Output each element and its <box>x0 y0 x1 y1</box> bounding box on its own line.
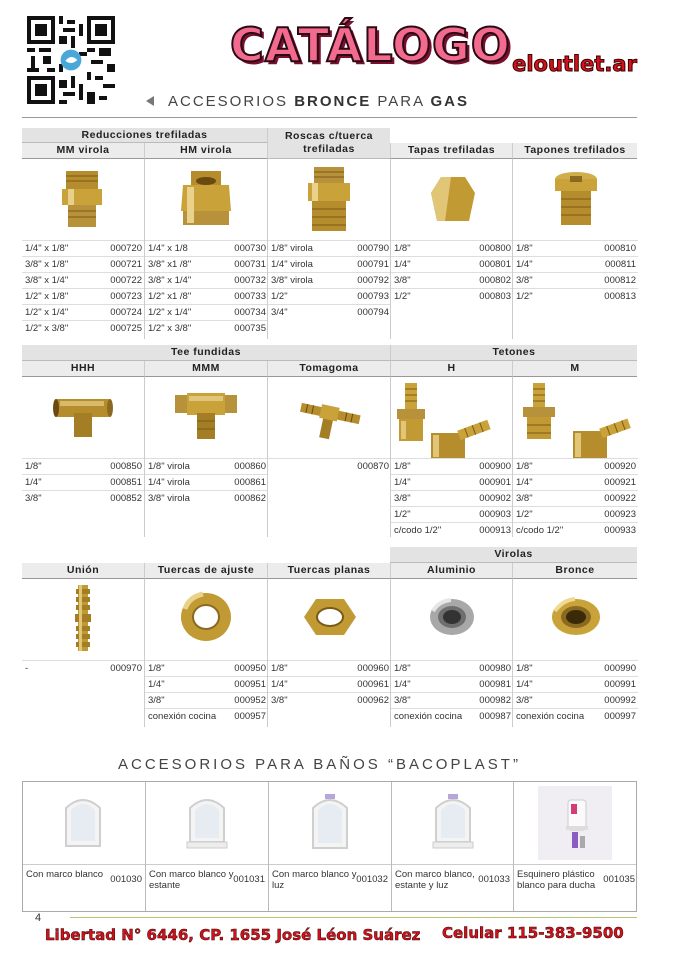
section-title-bath: ACCESORIOS PARA BAÑOS “BACOPLAST” <box>118 756 521 773</box>
block-reducciones <box>22 128 637 340</box>
col-bronce <box>512 579 637 727</box>
table-row: 3/8" 000982 <box>391 692 513 708</box>
col-tomagoma <box>267 377 390 537</box>
table-row: 3/8" x 1/8" 000721 <box>22 256 144 272</box>
col-tapas <box>390 159 512 339</box>
table-row: c/codo 1/2" 000933 <box>513 522 638 538</box>
bath-item-code: 001030 <box>110 874 142 885</box>
header-tuercas-planas: Tuercas planas <box>267 563 390 579</box>
reduction-mm-image <box>58 171 106 229</box>
table-row: 1/4" x 1/8 000730 <box>145 240 268 256</box>
bath-item-desc: Con marco blanco <box>26 869 104 880</box>
page-number: 4 <box>35 912 42 924</box>
block-union-tuercas-virolas <box>22 547 637 727</box>
qr-code <box>27 16 115 104</box>
table-row: 1/8" 000900 <box>391 458 513 474</box>
table-row: 3/8" x1 /8" 000731 <box>145 256 268 272</box>
footer-address: Libertad N° 6446, CP. 1655 José Léon Suárez <box>45 926 421 944</box>
table-row: c/codo 1/2" 000913 <box>391 522 513 538</box>
table-row: conexión cocina 000987 <box>391 708 513 724</box>
table-row: 3/8" x 1/4" 000722 <box>22 272 144 288</box>
flat-nut-image <box>302 597 358 637</box>
table-row: 1/4" 000801 <box>391 256 513 272</box>
table-row: 000870 <box>268 458 391 474</box>
header-hhh: HHH <box>22 361 144 377</box>
col-aluminio <box>390 579 512 727</box>
header-tapones: Tapones trefilados <box>512 143 637 159</box>
mirror-image <box>63 794 103 848</box>
table-row: 1/8" 000810 <box>513 240 638 256</box>
header-m: M <box>512 361 637 377</box>
col-union <box>22 579 144 727</box>
union-image <box>72 585 94 651</box>
group-header-tee: Tee fundidas <box>22 345 390 361</box>
tetone-m-image <box>517 383 633 467</box>
table-row: 3/8" 000802 <box>391 272 513 288</box>
table-row: 1/2" x 3/8" 000725 <box>22 320 144 336</box>
col-h <box>390 377 512 537</box>
bath-item <box>391 782 513 911</box>
bath-item-desc: Con marco blanco, estante y luz <box>395 869 475 891</box>
table-row: 1/2" 000803 <box>391 288 513 304</box>
mirror-shelf-image <box>186 794 228 850</box>
tee-hhh-image <box>52 393 114 439</box>
table-row: 1/2" x1 /8" 000733 <box>145 288 268 304</box>
header-hm-virola: HM virola <box>144 143 267 159</box>
table-row: 3/8" 000812 <box>513 272 638 288</box>
table-row: 1/8" 000920 <box>513 458 638 474</box>
tetone-h-image <box>393 383 495 467</box>
mirror-light-image <box>309 792 351 850</box>
table-row: 3/8" x 1/4" 000732 <box>145 272 268 288</box>
table-row: 1/2" 000923 <box>513 506 638 522</box>
table-row: 1/2" 000813 <box>513 288 638 304</box>
table-row: conexión cocina 000997 <box>513 708 638 724</box>
tee-mmm-image <box>173 391 239 441</box>
header-union: Unión <box>22 563 144 579</box>
aluminum-ferrule-image <box>429 597 475 637</box>
col-m <box>512 377 637 537</box>
adjust-nut-image <box>179 591 233 643</box>
table-row: 3/8" virola 000862 <box>145 490 268 506</box>
section-title-gas: ACCESORIOS BRONCE PARA GAS <box>168 93 469 110</box>
table-row: 1/4" 000851 <box>22 474 144 490</box>
table-row: 1/2" x 1/8" 000723 <box>22 288 144 304</box>
table-row: 1/4" virola 000861 <box>145 474 268 490</box>
arrow-left-icon <box>146 96 154 106</box>
table-row: 1/2" x 3/8" 000735 <box>145 320 268 336</box>
table-row: 1/2" 000903 <box>391 506 513 522</box>
table-row: 1/4" virola 000791 <box>268 256 391 272</box>
mirror-shelf-light-image <box>432 792 474 850</box>
table-row: 1/4" 000981 <box>391 676 513 692</box>
table-row: 1/4" 000951 <box>145 676 268 692</box>
brand-website[interactable]: eloutlet.ar <box>512 52 637 76</box>
header-mmm: MMM <box>144 361 267 377</box>
table-row: 1/8" 000980 <box>391 660 513 676</box>
group-header-tetones: Tetones <box>390 345 637 361</box>
header-h: H <box>390 361 512 377</box>
bath-item-desc: Con marco blanco y luz <box>272 869 357 891</box>
table-row: 1/8" virola 000790 <box>268 240 391 256</box>
table-row: - 000970 <box>22 660 144 676</box>
bath-item <box>268 782 391 911</box>
footer-phone[interactable]: Celular 115-383-9500 <box>442 924 624 942</box>
table-row: 1/2" 000793 <box>268 288 391 304</box>
bronze-ferrule-image <box>551 597 601 637</box>
block-tee-tetones <box>22 345 637 540</box>
table-row: 1/8" 000800 <box>391 240 513 256</box>
table-row: 1/4" 000991 <box>513 676 638 692</box>
table-row: 1/8" 000960 <box>268 660 391 676</box>
bath-item-code: 001033 <box>478 874 510 885</box>
col-hm <box>144 159 267 339</box>
table-row: 3/8" 000852 <box>22 490 144 506</box>
table-row: 1/4" 000811 <box>513 256 638 272</box>
tomagoma-image <box>298 397 362 441</box>
bath-item <box>145 782 268 911</box>
table-row: 3/8" 000992 <box>513 692 638 708</box>
col-mmm <box>144 377 267 537</box>
table-row: 3/8" 000962 <box>268 692 391 708</box>
bath-item-code: 001035 <box>603 874 635 885</box>
table-row: 1/8" 000850 <box>22 458 144 474</box>
thread-nut-image <box>306 167 352 233</box>
divider <box>70 917 637 918</box>
table-row: 3/8" 000922 <box>513 490 638 506</box>
table-row: conexión cocina 000957 <box>145 708 268 724</box>
table-row: 1/4" 000921 <box>513 474 638 490</box>
table-row: 1/8" virola 000860 <box>145 458 268 474</box>
header-aluminio: Aluminio <box>390 563 512 579</box>
bath-products <box>22 781 637 912</box>
table-row: 3/8" virola 000792 <box>268 272 391 288</box>
col-tuercas-planas <box>267 579 390 727</box>
header-tomagoma: Tomagoma <box>267 361 390 377</box>
bath-item <box>513 782 638 911</box>
table-row: 1/8" 000950 <box>145 660 268 676</box>
divider <box>22 117 637 118</box>
header-roscas: Roscas c/tuerca trefiladas <box>267 128 390 159</box>
bath-item <box>23 782 145 911</box>
shower-corner-shelf-image <box>538 786 612 860</box>
table-row: 1/4" 000961 <box>268 676 391 692</box>
table-row: 1/4" x 1/8" 000720 <box>22 240 144 256</box>
header-bronce: Bronce <box>512 563 637 579</box>
table-row: 1/8" 000990 <box>513 660 638 676</box>
group-header-virolas: Virolas <box>390 547 637 563</box>
col-mm <box>22 159 144 339</box>
plug-image <box>553 171 599 227</box>
bath-item-desc: Esquinero plástico blanco para ducha <box>517 869 596 891</box>
cap-image <box>429 175 477 225</box>
table-row: 3/4" 000794 <box>268 304 391 320</box>
table-row: 1/2" x 1/4" 000724 <box>22 304 144 320</box>
col-hhh <box>22 377 144 537</box>
table-row: 3/8" 000952 <box>145 692 268 708</box>
bath-item-code: 001032 <box>356 874 388 885</box>
reduction-hm-image <box>179 171 233 227</box>
bath-item-desc: Con marco blanco y estante <box>149 869 234 891</box>
col-tapones <box>512 159 637 339</box>
table-row: 1/2" x 1/4" 000734 <box>145 304 268 320</box>
header-tuercas-ajuste: Tuercas de ajuste <box>144 563 267 579</box>
col-roscas <box>267 159 390 339</box>
bath-item-code: 001031 <box>233 874 265 885</box>
group-header-reducciones: Reducciones trefiladas <box>22 128 267 143</box>
table-row: 1/4" 000901 <box>391 474 513 490</box>
header-tapas: Tapas trefiladas <box>390 143 512 159</box>
table-row: 3/8" 000902 <box>391 490 513 506</box>
header-mm-virola: MM virola <box>22 143 144 159</box>
col-tuercas-ajuste <box>144 579 267 727</box>
catalog-logo: CATÁLOGO <box>230 18 511 72</box>
